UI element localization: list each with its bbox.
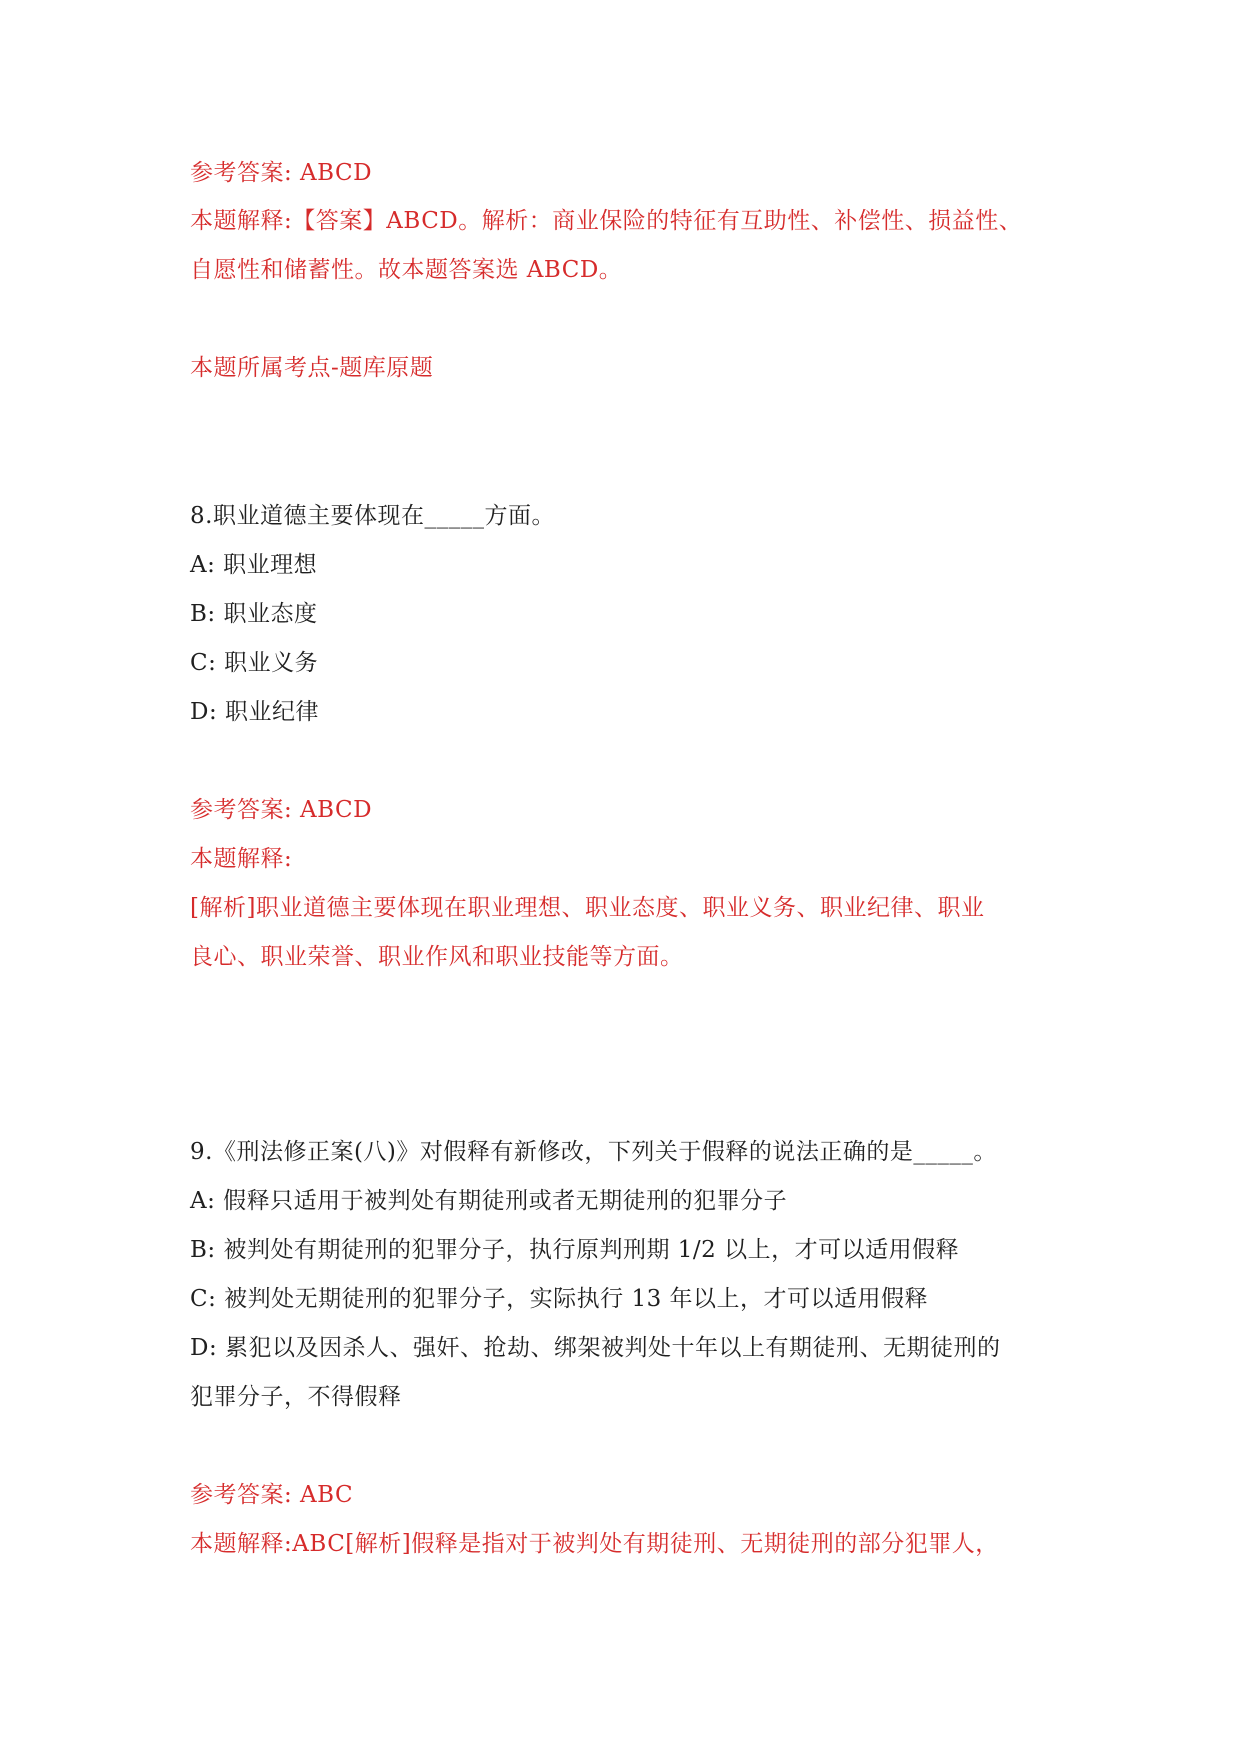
- q9-option-c: C: 被判处无期徒刑的犯罪分子，实际执行 13 年以上，才可以适用假释: [190, 1286, 929, 1312]
- q7-topic: 本题所属考点-题库原题: [190, 355, 434, 381]
- q8-stem: 8.职业道德主要体现在_____方面。: [190, 503, 555, 529]
- q9-explanation-line1: 本题解释:ABC[解析]假释是指对于被判处有期徒刑、无期徒刑的部分犯罪人，: [190, 1531, 999, 1557]
- q8-option-c: C: 职业义务: [190, 650, 319, 676]
- q9-option-b: B: 被判处有期徒刑的犯罪分子，执行原判刑期 1/2 以上，才可以适用假释: [190, 1237, 960, 1263]
- q9-option-d: D: 累犯以及因杀人、强奸、抢劫、绑架被判处十年以上有期徒刑、无期徒刑的: [190, 1335, 1001, 1361]
- q9-option-d-continued: 犯罪分子，不得假释: [190, 1384, 402, 1410]
- q8-explanation-line2: 良心、职业荣誉、职业作风和职业技能等方面。: [190, 944, 684, 970]
- q8-explanation-line1: [解析]职业道德主要体现在职业理想、职业态度、职业义务、职业纪律、职业: [190, 895, 985, 921]
- q9-answer: 参考答案: ABC: [190, 1482, 354, 1508]
- q8-option-d: D: 职业纪律: [190, 699, 320, 725]
- q8-answer: 参考答案: ABCD: [190, 797, 373, 823]
- q8-option-b: B: 职业态度: [190, 601, 318, 627]
- q9-stem: 9.《刑法修正案(八)》对假释有新修改，下列关于假释的说法正确的是_____。: [190, 1139, 997, 1165]
- q7-answer: 参考答案: ABCD: [190, 160, 373, 186]
- q7-explanation-line2: 自愿性和储蓄性。故本题答案选 ABCD。: [190, 257, 623, 283]
- q7-explanation-line1: 本题解释:【答案】ABCD。解析：商业保险的特征有互助性、补偿性、损益性、: [190, 208, 1023, 234]
- q9-option-a: A: 假释只适用于被判处有期徒刑或者无期徒刑的犯罪分子: [190, 1188, 788, 1214]
- q8-option-a: A: 职业理想: [190, 552, 318, 578]
- q8-explanation-label: 本题解释:: [190, 846, 293, 872]
